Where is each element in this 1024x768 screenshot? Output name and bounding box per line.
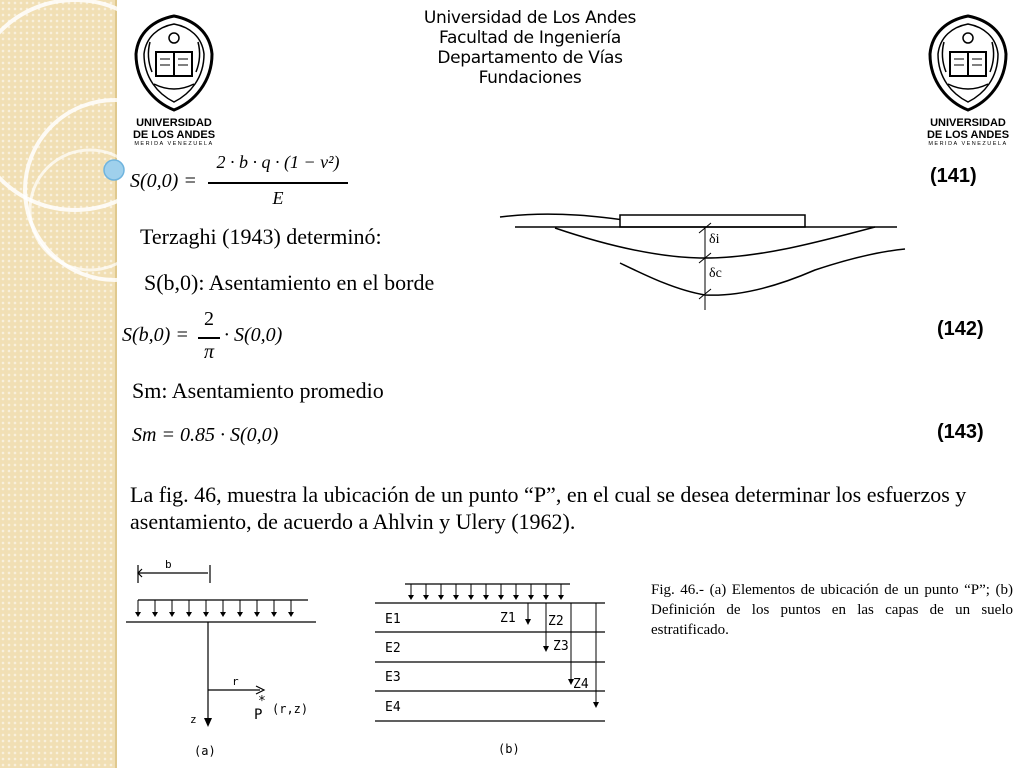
eq143: Sm = 0.85 · S(0,0) <box>132 424 279 446</box>
layer-label: E1 <box>385 612 401 627</box>
edge-settlement-text: S(b,0): Asentamiento en el borde <box>144 270 435 295</box>
eq142-numerator: 2 <box>204 308 214 330</box>
logo-name-line1: UNIVERSIDAD <box>930 117 1006 129</box>
eq141-denominator: E <box>272 188 284 208</box>
eq143-label: (143) <box>937 421 984 443</box>
header-course: Fundaciones <box>478 68 582 88</box>
fig-a-r-label: r <box>232 675 239 688</box>
depth-point-label: Z1 <box>500 611 516 626</box>
eq142-label: (142) <box>937 318 984 340</box>
eq141-label: (141) <box>930 165 977 187</box>
figure-a <box>120 555 330 765</box>
header <box>330 8 730 88</box>
crest-icon <box>124 12 224 112</box>
fig-a-z-label: z <box>190 713 197 726</box>
fig-a-b-label: b <box>165 558 172 571</box>
university-logo-left <box>124 12 224 147</box>
average-settlement-text: Sm: Asentamiento promedio <box>132 378 384 403</box>
eq142-fraction-bar <box>198 337 220 339</box>
logo-subtitle: MERIDA VENEZUELA <box>928 141 1008 147</box>
layer-label: E3 <box>385 670 401 685</box>
header-faculty: Facultad de Ingeniería <box>439 28 621 48</box>
logo-name-line1: UNIVERSIDAD <box>136 117 212 129</box>
crest-icon <box>918 12 1018 112</box>
logo-name-line2: DE LOS ANDES <box>132 129 216 141</box>
eq141-numerator: 2 · b · q · (1 − ν²) <box>216 152 340 172</box>
fig-a-caption-label: (a) <box>194 744 216 758</box>
logo-name-line2: DE LOS ANDES <box>926 129 1010 141</box>
depth-point-label: Z4 <box>573 677 589 692</box>
fig-a-point-p: P <box>254 707 263 723</box>
eq142-rhs: · S(0,0) <box>224 324 283 346</box>
depth-point-label: Z3 <box>553 639 569 654</box>
layer-label: E2 <box>385 641 401 656</box>
fig-a-point-star: * <box>258 694 266 709</box>
delta-i-label: δi <box>709 232 720 247</box>
eq142-denominator: π <box>203 341 215 363</box>
depth-point-label: Z2 <box>548 614 564 629</box>
header-department: Departamento de Vías <box>437 48 623 68</box>
delta-c-label: δc <box>709 266 722 281</box>
figure-caption: Fig. 46.- (a) Elementos de ubicación de un punto “P”; (b) Definición de los puntos en las capas de un suelo estratificado. <box>651 582 1013 638</box>
terzaghi-text: Terzaghi (1943) determinó: <box>140 224 382 249</box>
fig-b-caption-label: (b) <box>498 742 520 756</box>
logo-subtitle: MERIDA VENEZUELA <box>134 141 214 147</box>
eq141-lhs: S(0,0) = <box>130 170 197 192</box>
figure-b <box>365 570 615 765</box>
settlement-diagram <box>495 205 925 315</box>
fig-a-coords: (r,z) <box>272 702 309 716</box>
eq141-fraction-bar <box>208 182 348 184</box>
layer-label: E4 <box>385 700 401 715</box>
eq142-lhs: S(b,0) = <box>122 324 189 346</box>
description-paragraph: La fig. 46, muestra la ubicación de un punto “P”, en el cual se desea determinar los esfuerzos y asentamiento, de acuerdo a Ahlvin y Ulery (1962). <box>130 482 967 534</box>
header-university: Universidad de Los Andes <box>423 8 637 28</box>
university-logo-right <box>918 12 1018 147</box>
